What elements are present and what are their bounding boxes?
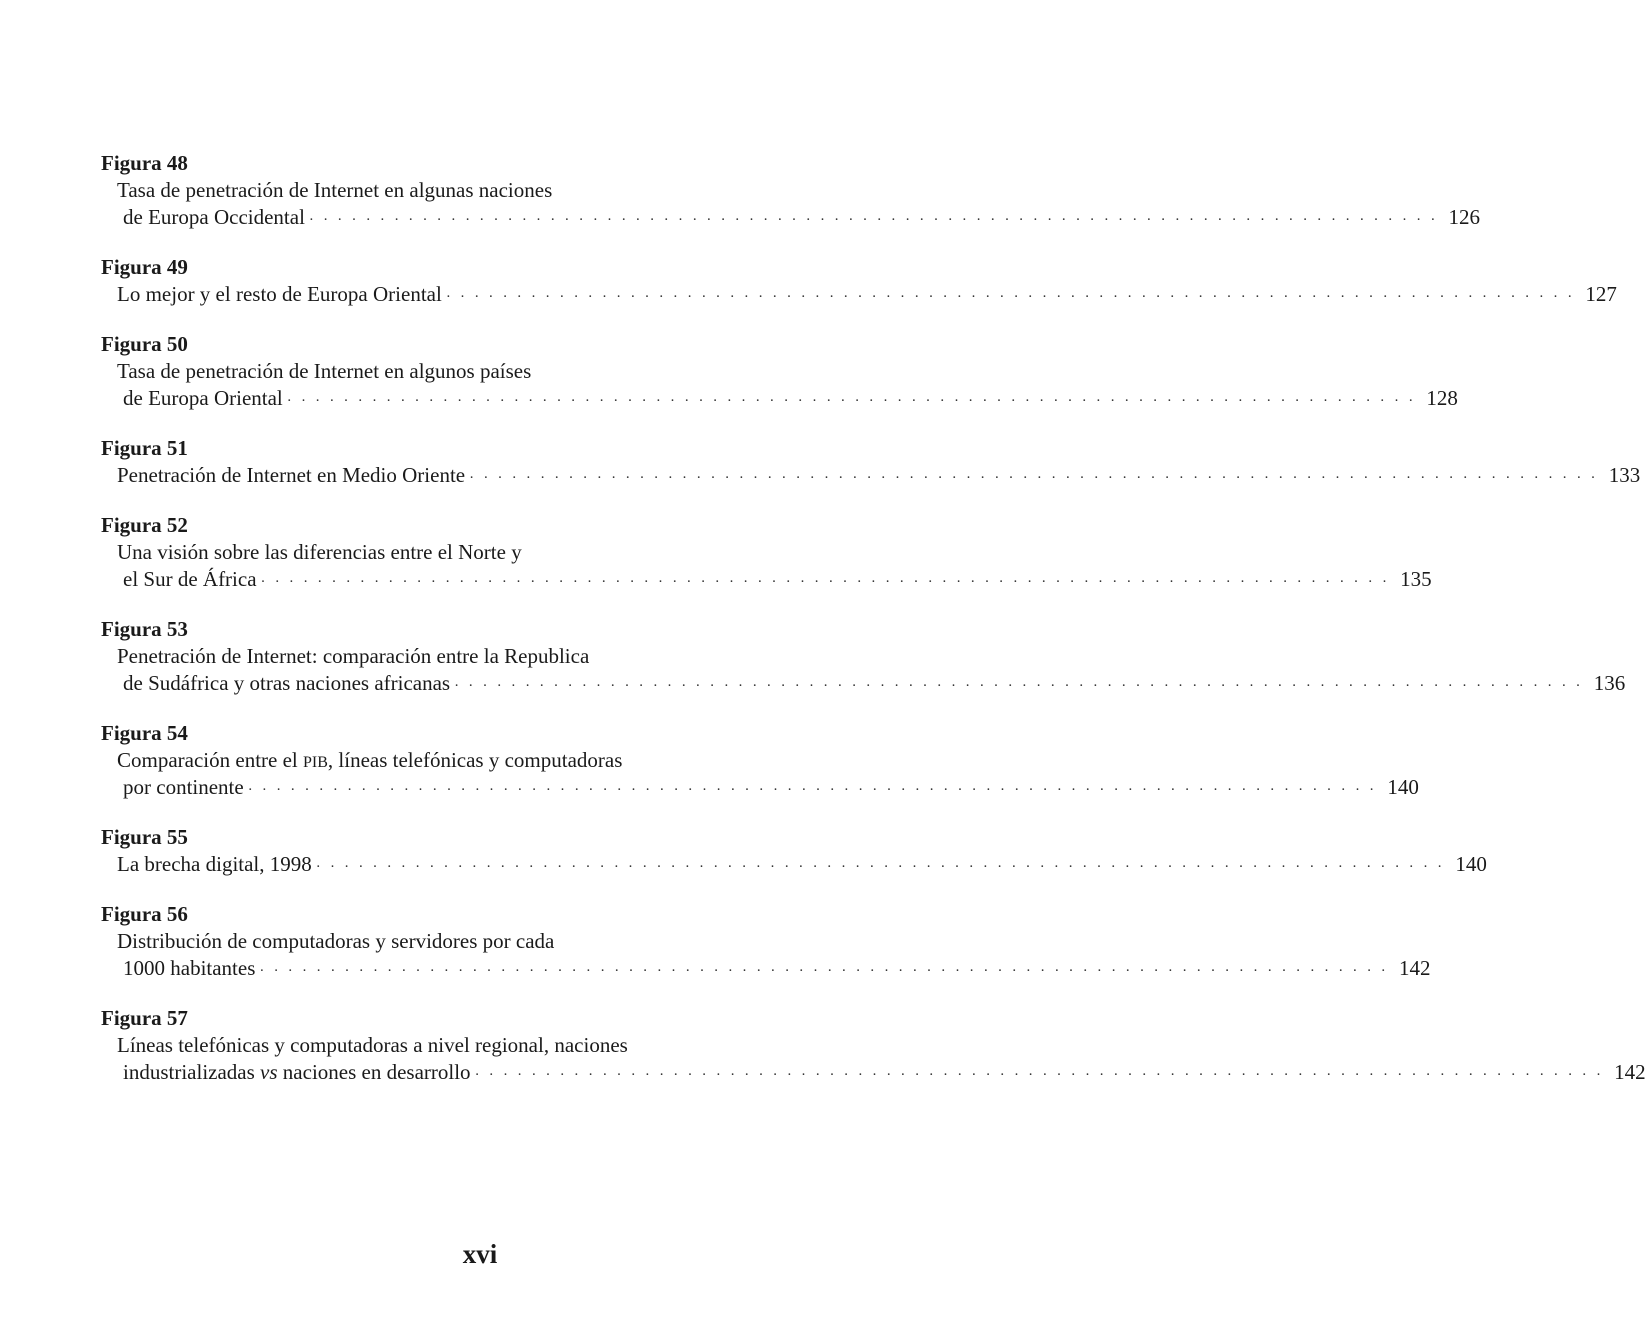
figure-title-line: Líneas telefónicas y computadoras a nivel regional, naciones	[117, 1033, 628, 1057]
page-number: 140	[1387, 775, 1419, 799]
figure-label: Figura 50	[101, 332, 188, 356]
dot-leader: ················································································	[445, 289, 1582, 305]
figure-title-text: de Europa Occidental	[123, 205, 305, 229]
dot-leader: ················································································	[454, 678, 1590, 694]
dot-leader: ················································································	[247, 782, 1384, 798]
figure-title-text: de Europa Oriental	[123, 386, 283, 410]
figure-title-last-line	[101, 774, 1419, 801]
figure-entry	[101, 824, 1487, 878]
page-number: 140	[1455, 852, 1487, 876]
page-number: 126	[1448, 205, 1481, 229]
figure-entry	[101, 616, 1626, 697]
figure-list	[101, 150, 1646, 1109]
figure-entry	[101, 331, 1458, 412]
figure-entry	[101, 512, 1432, 593]
figure-label: Figura 55	[101, 825, 188, 849]
dot-leader: ················································································	[474, 1067, 1611, 1083]
page-number: 127	[1585, 282, 1617, 306]
figure-title-text: Lo mejor y el resto de Europa Oriental	[117, 282, 442, 306]
figure-title-last-line	[101, 955, 1431, 982]
figure-label: Figura 51	[101, 436, 188, 460]
dot-leader: ················································································	[315, 859, 1452, 875]
italic-text: vs	[260, 1060, 278, 1084]
figure-title-text: industrializadas	[123, 1060, 261, 1084]
figure-entry	[101, 435, 1641, 489]
figure-title-line: Una visión sobre las diferencias entre el Norte y	[117, 540, 522, 564]
figure-title-text: Comparación entre el	[117, 748, 304, 772]
figure-entry	[101, 254, 1617, 308]
figure-entry	[101, 901, 1431, 982]
figure-title-last-line	[101, 204, 1481, 231]
figure-title-last-line	[101, 670, 1626, 697]
figure-label: Figura 49	[101, 255, 188, 279]
figure-label: Figura 53	[101, 617, 188, 641]
figure-label: Figura 56	[101, 902, 188, 926]
figure-entry	[101, 150, 1481, 231]
page-number: 135	[1400, 567, 1432, 591]
figure-title-last-line	[101, 281, 1617, 308]
figure-title-line	[101, 747, 817, 774]
figure-title-text: por continente	[123, 775, 244, 799]
figure-title-last-line	[101, 851, 1487, 878]
figure-entry	[101, 720, 1419, 801]
acronym-text: PIB	[303, 754, 328, 771]
figure-title-text: el Sur de África	[123, 567, 257, 591]
dot-leader: ················································································	[259, 963, 1395, 979]
figure-title-last-line	[101, 385, 1458, 412]
page-number: 133	[1608, 463, 1641, 487]
figure-title-text: naciones en desarrollo	[277, 1060, 471, 1084]
dot-leader: ················································································	[308, 212, 1445, 228]
dot-leader: ················································································	[469, 470, 1605, 486]
figure-title-text: 1000 habitantes	[123, 956, 256, 980]
figure-label: Figura 57	[101, 1006, 188, 1030]
figure-title-text: La brecha digital, 1998	[117, 852, 312, 876]
figure-title-line: Distribución de computadoras y servidores por cada	[117, 929, 555, 953]
figure-label: Figura 52	[101, 513, 188, 537]
figure-title-line: Tasa de penetración de Internet en algunas naciones	[117, 178, 553, 202]
figure-title-line: Penetración de Internet: comparación entre la Republica	[117, 644, 590, 668]
figure-title-last-line	[101, 462, 1641, 489]
figure-title-last-line	[101, 566, 1432, 593]
page-number: 128	[1426, 386, 1458, 410]
page-number: 136	[1593, 671, 1626, 695]
dot-leader: ················································································	[286, 393, 1423, 409]
figure-title-text: , líneas telefónicas y computadoras	[327, 748, 623, 772]
dot-leader: ················································································	[260, 574, 1397, 590]
figure-entry	[101, 1005, 1646, 1086]
page-number: 142	[1399, 956, 1431, 980]
figure-label: Figura 54	[101, 721, 188, 745]
figure-title-text: de Sudáfrica y otras naciones africanas	[123, 671, 451, 695]
page-folio: xvi	[462, 1239, 498, 1269]
figure-title-text	[123, 1059, 471, 1086]
figure-label: Figura 48	[101, 151, 188, 175]
figure-title-text: Penetración de Internet en Medio Oriente	[117, 463, 466, 487]
page-number: 142	[1614, 1060, 1646, 1084]
figure-title-line: Tasa de penetración de Internet en algunos países	[117, 359, 532, 383]
figure-title-last-line	[101, 1059, 1646, 1086]
